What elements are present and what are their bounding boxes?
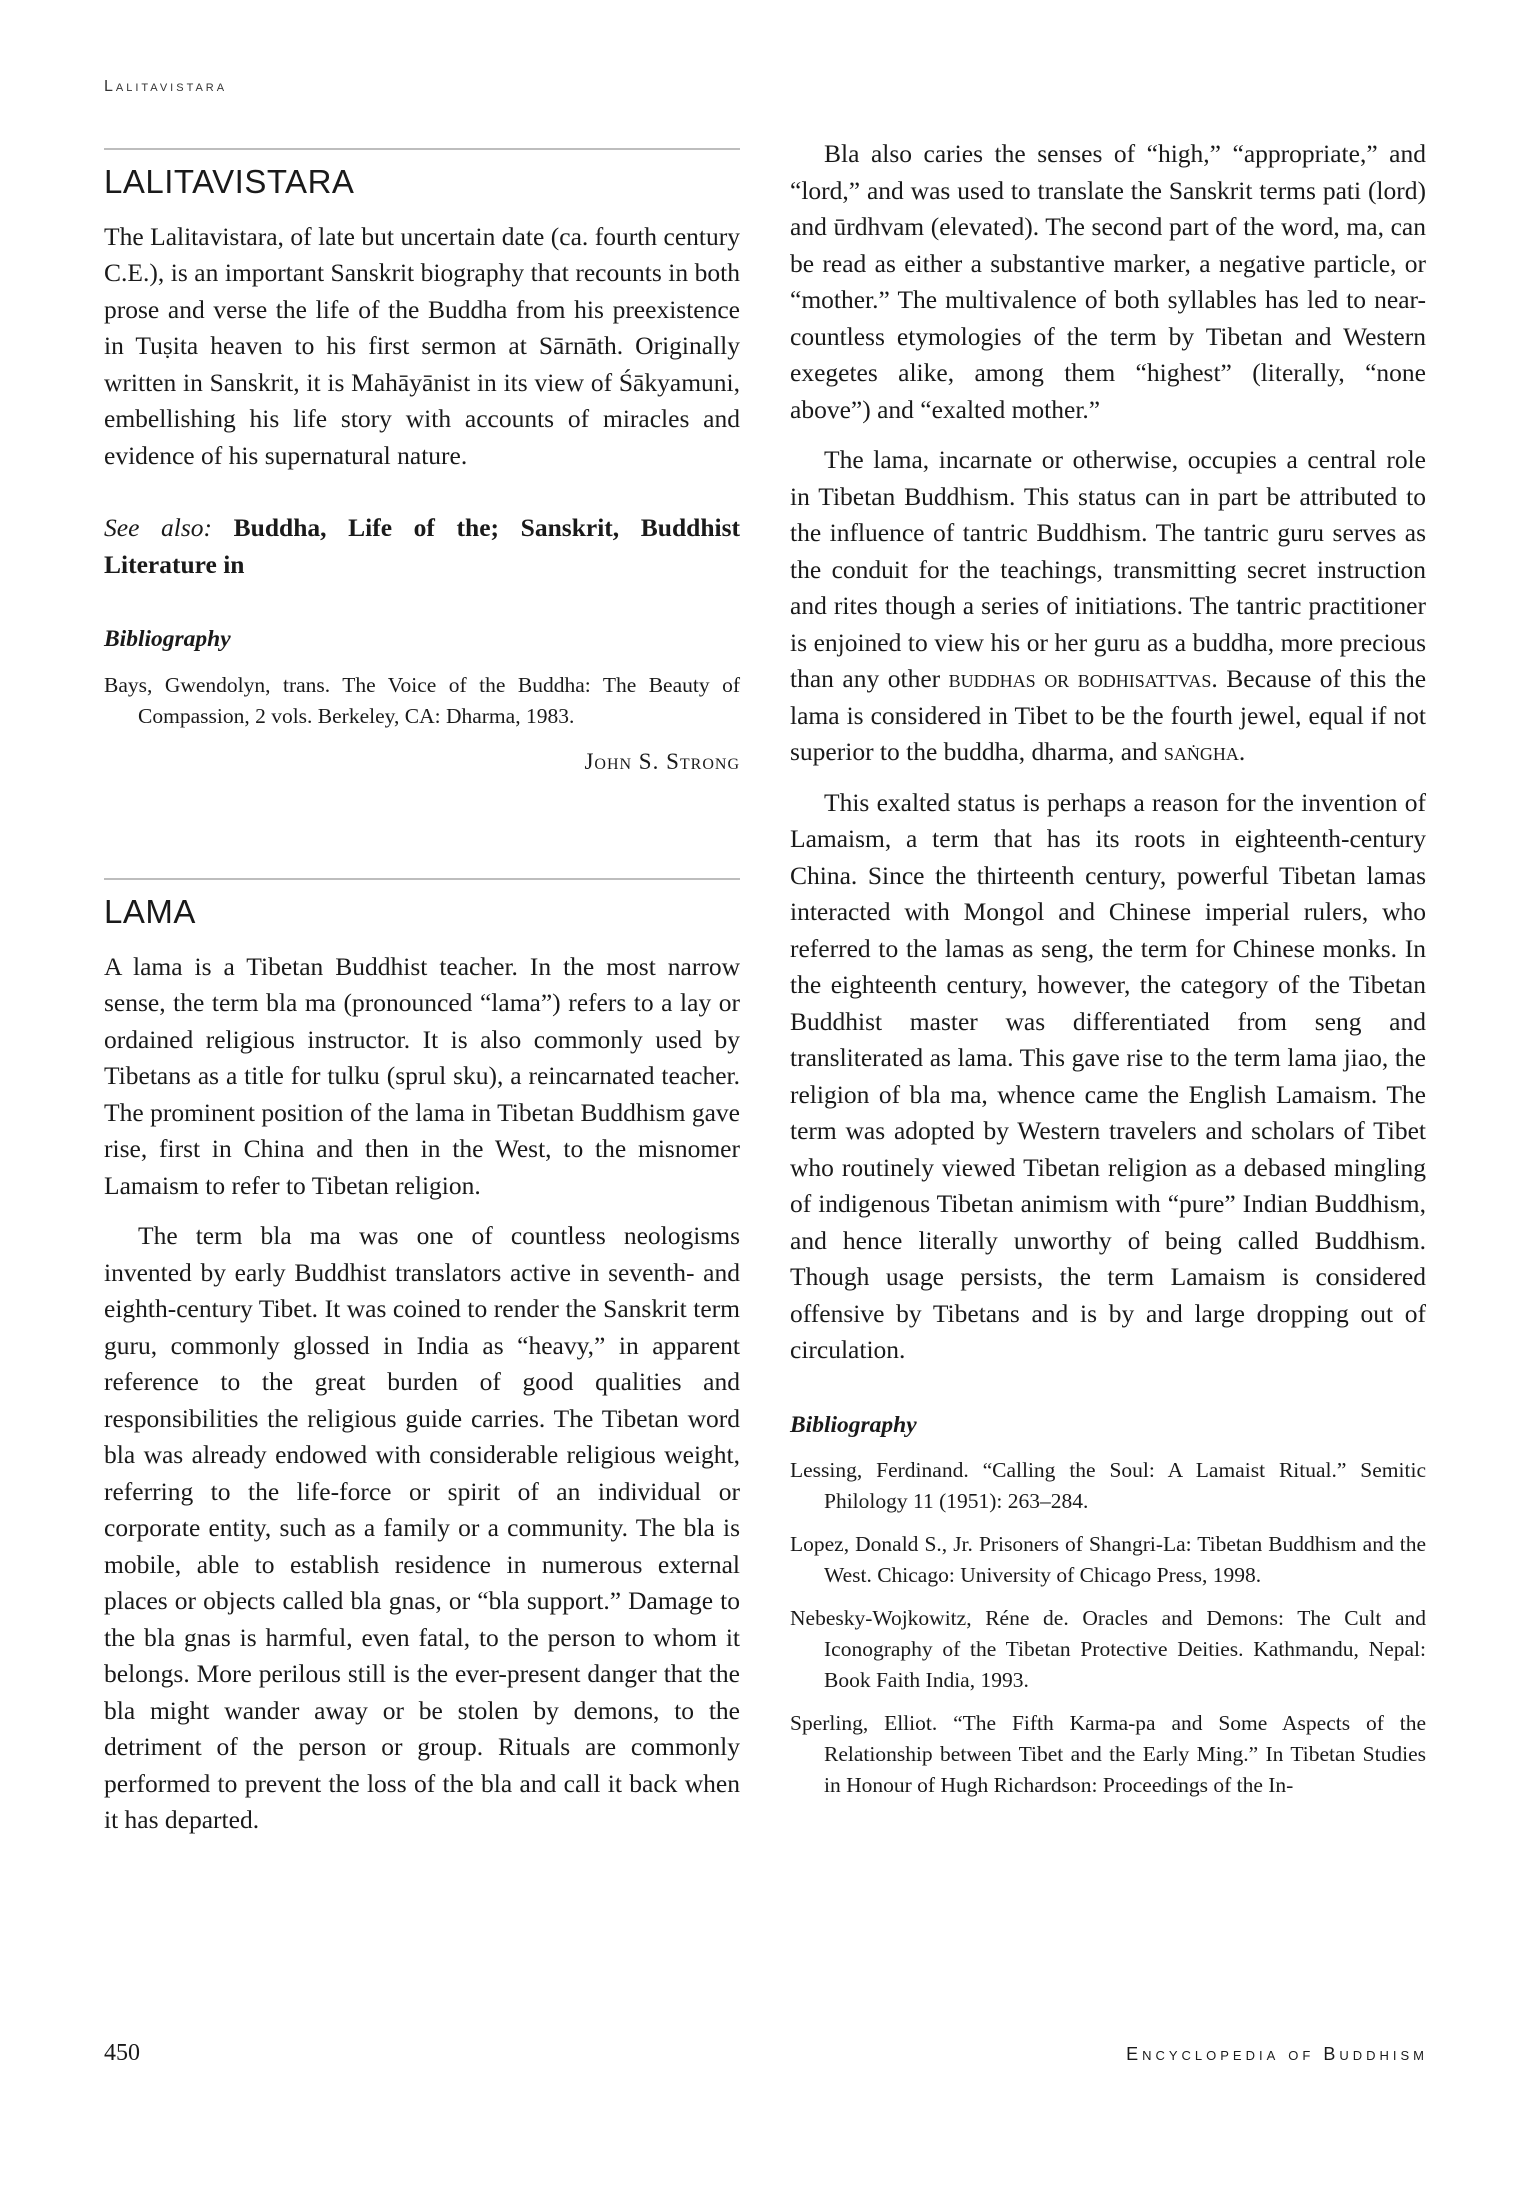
- footer-title: Encyclopedia of Buddhism: [1126, 2044, 1428, 2064]
- bibliography-entry: Sperling, Elliot. “The Fifth Karma-pa and Some Aspects of the Relationship between Tibet and the Early Ming.” In Tibetan Studies in Honour of Hugh Richardson: Proceedings of the In-: [790, 1711, 1426, 1797]
- lama-paragraph: The term bla ma was one of countless neologisms invented by early Buddhist translators active in seventh- and eighth-century Tibet. It was coined to render the Sanskrit term guru, commonly glossed in India as “heavy,” in apparent reference to the great burden of good qualities and responsibilities the religious guide carries. The Tibetan word bla was already endowed with considerable religious weight, referring to the life-force or spirit of an individual or corporate entity, such as a family or a community. The bla is mobile, able to establish residence in numerous external places or objects called bla gnas, or “bla support.” Damage to the bla gnas is harmful, even fatal, to the person to whom it belongs. More perilous still is the ever-present danger that the bla might wander away or be stolen by demons, to the detriment of the person or group. Rituals are commonly performed to prevent the loss of the bla and call it back when it has departed.: [104, 1221, 740, 1834]
- bibliography-heading: Bibliography: [104, 626, 231, 652]
- entry-title-lama: LAMA: [104, 893, 196, 930]
- lalitavistara-body: The Lalitavistara, of late but uncertain date (ca. fourth century C.E.), is an important Sanskrit biography that recounts in both prose and verse the life of the Buddha from his preexistence in Tuṣita heaven to his first sermon at Sārnāth. Originally written in Sanskrit, it is Mahāyānist in its view of Śākyamuni, embellishing his life story with accounts of miracles and evidence of his supernatural nature.: [104, 221, 740, 470]
- left-column: [104, 148, 740, 1839]
- entry-author: John S. Strong: [584, 748, 740, 774]
- lama-paragraph: Bla also caries the senses of “high,” “appropriate,” and “lord,” and was used to translate the Sanskrit terms pati (lord) and ūrdhvam (elevated). The second part of the word, ma, can be read as either a substantive marker, a negative particle, or “mother.” The multivalence of both syllables has led to near-countless etymologies of the term by Tibetan and Western exegetes alike, among them “highest” (literally, “none above”) and “exalted mother.”: [790, 139, 1426, 424]
- page-number: 450: [104, 2040, 140, 2066]
- bibliography-entry: Bays, Gwendolyn, trans. The Voice of the Buddha: The Beauty of Compassion, 2 vols. Berkeley, CA: Dharma, 1983.: [104, 672, 740, 728]
- section-rule: [104, 878, 740, 880]
- entry-title-lalitavistara: LALITAVISTARA: [104, 163, 355, 200]
- text-run: . Because of this the lama is considered in Tibet to be the fourth jewel, equal if not superior to the buddha, dharma, and: [790, 664, 1427, 766]
- cross-reference: bodhisattvas: [1077, 664, 1212, 693]
- section-rule: [104, 148, 740, 150]
- lama-paragraph: [790, 442, 1426, 771]
- bibliography-entry: Lopez, Donald S., Jr. Prisoners of Shangri-La: Tibetan Buddhism and the West. Chicago: University of Chicago Press, 1998.: [790, 1532, 1426, 1587]
- right-column: [790, 136, 1426, 1813]
- see-also-links: Buddha, Life of the; Sanskrit, Buddhist Literature in: [104, 513, 741, 579]
- running-head: Lalitavistara: [104, 78, 228, 95]
- see-also-label: See also:: [104, 513, 213, 542]
- bibliography-entry: Lessing, Ferdinand. “Calling the Soul: A Lamaist Ritual.” Semitic Philology 11 (1951): 263–284.: [790, 1458, 1426, 1513]
- see-also: [104, 510, 740, 583]
- bibliography-entry: Nebesky-Wojkowitz, Réne de. Oracles and Demons: The Cult and Iconography of the Tibetan Protective Deities. Kathmandu, Nepal: Book Faith India, 1993.: [790, 1606, 1426, 1692]
- text-run: or: [1044, 664, 1070, 693]
- cross-reference: saṅgha: [1163, 737, 1239, 766]
- lama-paragraph: This exalted status is perhaps a reason for the invention of Lamaism, a term that has its roots in eighteenth-century China. Since the thirteenth century, powerful Tibetan lamas interacted with Mongol and Chinese imperial rulers, who referred to the lamas as seng, the term for Chinese monks. In the eighteenth century, however, the category of the Tibetan Buddhist master was differentiated from seng and transliterated as lama. This gave rise to the term lama jiao, the religion of bla ma, whence came the English Lamaism. The term was adopted by Western travelers and scholars of Tibet who routinely viewed Tibetan religion as a debased mingling of indigenous Tibetan animism with “pure” Indian Buddhism, and hence literally unworthy of being called Buddhism. Though usage persists, the term Lamaism is considered offensive by Tibetans and is by and large dropping out of circulation.: [790, 787, 1426, 1364]
- text-run: .: [1238, 737, 1246, 766]
- cross-reference: buddhas: [948, 664, 1036, 693]
- lama-paragraph: A lama is a Tibetan Buddhist teacher. In the most narrow sense, the term bla ma (pronounced “lama”) refers to a lay or ordained religious instructor. It is also commonly used by Tibetans as a title for tulku (sprul sku), a reincarnated teacher. The prominent position of the lama in Tibetan Buddhism gave rise, first in China and then in the West, to the misnomer Lamaism to refer to Tibetan religion.: [104, 951, 740, 1200]
- text-run: The lama, incarnate or otherwise, occupies a central role in Tibetan Buddhism. This status can in part be attributed to the influence of tantric Buddhism. The tantric guru serves as the conduit for the teachings, transmitting secret instruction and rites though a series of initiations. The tantric practitioner is enjoined to view his or her guru as a buddha, more precious than any other: [790, 445, 1426, 693]
- bibliography-heading: Bibliography: [790, 1411, 917, 1438]
